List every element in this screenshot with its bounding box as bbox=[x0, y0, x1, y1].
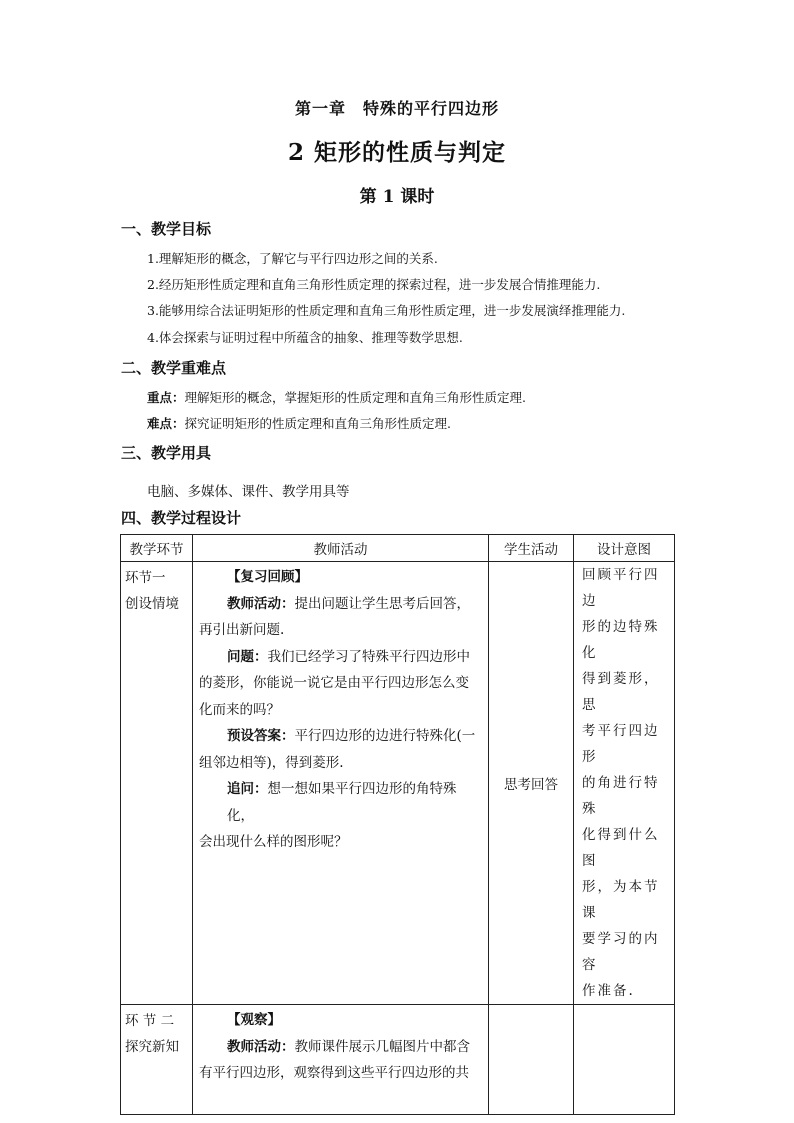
follow-up-text-a: 想一想如果平行四边形的角特殊化， bbox=[227, 781, 457, 824]
key-point bbox=[147, 388, 526, 406]
header-teacher-activity: 教师活动 bbox=[193, 535, 489, 562]
goal-item-1: 1.理解矩形的概念，了解它与平行四边形之间的关系. bbox=[147, 251, 438, 266]
teacher-activity-2-text-a: 教师课件展示几幅图片中都含 bbox=[294, 1038, 470, 1055]
teacher-activity-cell-2 bbox=[193, 1005, 489, 1115]
teacher-activity-label: 教师活动： bbox=[227, 595, 295, 612]
heading-teaching-tools: 三、教学用具 bbox=[121, 444, 212, 462]
table-header-row bbox=[121, 535, 675, 562]
section-title: 2 矩形的性质与判定 bbox=[287, 139, 506, 166]
table-row bbox=[121, 1005, 675, 1115]
difficult-point-label: 难点： bbox=[147, 416, 185, 431]
stage-2-name: 探究新知 bbox=[125, 1039, 179, 1055]
heading-teaching-goals: 一、教学目标 bbox=[121, 220, 212, 238]
follow-up-text-b: 会出现什么样的图形呢？ bbox=[199, 834, 348, 850]
question-text-b: 的菱形，你能说一说它是由平行四边形怎么变 bbox=[199, 675, 469, 691]
goal-item-3: 3.能够用综合法证明矩形的性质定理和直角三角形性质定理，进一步发展演绎推理能力. bbox=[147, 303, 626, 318]
goal-item-4: 4.体会探索与证明过程中所蕴含的抽象、推理等数学思想. bbox=[147, 330, 463, 345]
intent-line: 回顾平行四边 bbox=[582, 567, 660, 609]
stage-cell-1 bbox=[121, 562, 193, 1005]
intent-line: 化得到什么图 bbox=[582, 827, 660, 869]
intent-line: 考平行四边形 bbox=[582, 723, 660, 765]
intent-line: 的角进行特殊 bbox=[582, 775, 660, 817]
key-point-text: 理解矩形的概念，掌握矩形的性质定理和直角三角形性质定理. bbox=[184, 390, 526, 405]
design-intent-cell-1 bbox=[574, 562, 675, 1005]
intent-line: 形的边特殊化 bbox=[582, 619, 660, 661]
lesson-label: 第 1 课时 bbox=[359, 187, 435, 207]
teacher-activity-2-text-b: 有平行四边形，观察得到这些平行四边形的共 bbox=[199, 1065, 469, 1081]
follow-up-label: 追问： bbox=[227, 781, 268, 797]
heading-key-points: 二、教学重难点 bbox=[121, 359, 227, 377]
question-text-a: 我们已经学习了特殊平行四边形中 bbox=[267, 648, 470, 665]
difficult-point-text: 探究证明矩形的性质定理和直角三角形性质定理. bbox=[184, 416, 451, 431]
chapter-title: 第一章 特殊的平行四边形 bbox=[294, 99, 499, 118]
question-label: 问题： bbox=[227, 648, 268, 665]
design-intent-cell-2 bbox=[574, 1005, 675, 1115]
answer-label: 预设答案： bbox=[227, 728, 295, 744]
teacher-activity-text-a: 提出问题让学生思考后回答， bbox=[294, 595, 470, 612]
review-label: 【复习回顾】 bbox=[227, 569, 308, 585]
stage-cell-2 bbox=[121, 1005, 193, 1115]
question-text-c: 化而来的吗？ bbox=[199, 701, 280, 718]
observe-label: 【观察】 bbox=[227, 1012, 281, 1028]
heading-process-design: 四、教学过程设计 bbox=[121, 509, 242, 527]
header-student-activity: 学生活动 bbox=[489, 535, 574, 562]
teaching-tools-text: 电脑、多媒体、课件、教学用具等 bbox=[147, 484, 350, 500]
teacher-activity-cell-1 bbox=[193, 562, 489, 1005]
stage-1-number: 环节一 bbox=[125, 570, 166, 586]
header-design-intent: 设计意图 bbox=[574, 535, 675, 562]
intent-line: 作准备. bbox=[582, 983, 635, 999]
table-row bbox=[121, 562, 675, 1005]
stage-1-name: 创设情境 bbox=[125, 596, 179, 612]
header-stage: 教学环节 bbox=[121, 535, 193, 562]
student-activity-cell-2 bbox=[489, 1005, 574, 1115]
goal-item-2: 2.经历矩形性质定理和直角三角形性质定理的探索过程，进一步发展合情推理能力. bbox=[147, 277, 601, 292]
answer-text-b: 组邻边相等)，得到菱形. bbox=[199, 754, 344, 771]
stage-2-number: 环 节 二 bbox=[125, 1013, 175, 1029]
teacher-activity-text-b: 再引出新问题. bbox=[199, 622, 285, 638]
intent-line: 形，为本节课 bbox=[582, 879, 660, 921]
difficult-point bbox=[147, 414, 451, 432]
student-activity-cell-1: 思考回答 bbox=[489, 562, 574, 1005]
teacher-activity-label-2: 教师活动： bbox=[227, 1038, 295, 1055]
intent-line: 要学习的内容 bbox=[582, 931, 660, 973]
intent-line: 得到菱形，思 bbox=[582, 671, 660, 713]
answer-text-a: 平行四边形的边进行特殊化(一 bbox=[294, 728, 476, 744]
key-point-label: 重点： bbox=[147, 390, 185, 405]
teaching-process-table bbox=[120, 534, 675, 1115]
